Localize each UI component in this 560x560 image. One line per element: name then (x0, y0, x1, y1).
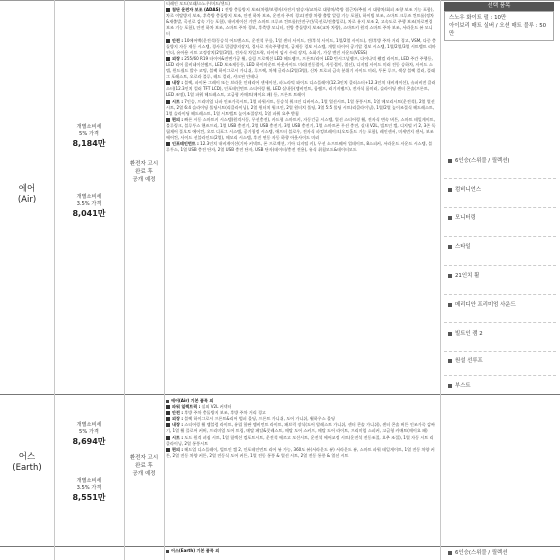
spec-item: 내장 : 블랙, 파이톤 그레이 또는 브라운 인테리어 센세이션, 파노라믹 와이드 디스플레이(12.3인치 클러스터+12.3인치 내비게이션), 슈퍼비전 클러스터(12.3인치 컬러 TFT LCD), 인포테인먼트 스티어링 휠, LED 실내등(앰비언트, 룸램프, 러기지램프), 전자식 룸미러, 슬라이딩 센터 콘솔(프론트, LED 조명), 1열 파워 헤드레스트, 고급형 카매트(메이요 패) 등, 프론트 트레이 (166, 80, 436, 98)
spec-item: 안전 : 10에어백(운전석/동승석 어드밴스드, 운전석 무릎, 1열 센터 사이드, 전/후석 사이드, 1열/2열 사이드), 전/후방 주차 거리 경고, VSM, 다중 충돌방지 자동 제동 시스템, 경사로 밀림방지장치, 경사로 저속주행장치, 급제동 경보 시스템, 개별 타이어 공기압 경보 시스템, 1열/2열/3열 시트벨트 리마인더, 유아용 시트 고정장치(2열/3열), 전자식 차일드락, 타이어 임시 수리 장치, 소화기, 가상 엔진 사운드(VESS) (166, 37, 436, 55)
option-color-item: 스노우 화이트 펄 : 10만 (449, 15, 507, 21)
option-item: 부스트 (448, 382, 554, 390)
option-item: 6인승(스위블 / 릴렉션) (448, 157, 554, 165)
option-separator (444, 236, 556, 237)
spec-list-air (166, 1, 436, 153)
spec-item: 시트 : 도드 원격 펴짐 시트, 1열 릴렉션 컴포트시트, 운전석 에르고 모션시트, 운전석 에어교정 시트(운전석 전동조절, 요추 조절), 1열 자동 시트 리클라이닝, 2열 통풍시트 (166, 434, 434, 446)
trim-name-en: (Earth) (12, 463, 42, 473)
spec-item: 티레인 모드(모래/스노우/머드/샌드) (166, 1, 230, 6)
spec-item: 인포테인먼트 : 12.3인치 내비게이션(기아 커넥트, 폰 프로젝션, 기아 디지털 키), 무선 소프트웨어 업데이트, 8스피커, 서라운드 사운드 시스템, 블루투스, 1열 USB 충전 단자, 2열 USB 충전 단자, USB 단자(데이터/충전 전용), 유식 취침모드&데이터모드 (166, 141, 433, 153)
note-line: 환전자 고시 (129, 455, 159, 461)
price-air-35pct (54, 194, 124, 219)
option-item: 컴비니언스 (448, 186, 554, 194)
note-line: 완료 후 (135, 169, 153, 175)
spec-item: 에어(Air) 기본 품목 외 (166, 398, 436, 404)
note-line: 공개 예정 (132, 471, 156, 477)
options-header: 선택 품목 (444, 2, 554, 11)
option-item: 원설 선루프 (448, 357, 554, 365)
price-label: 3.5% 가격 (76, 485, 102, 491)
spec-item: 내장 : 스티어링 휠 앰블럼 라이트, 유럽 합판 앰비언트 라이트, 패브릭 장식(도어 암레스트 가니쉬, 센터 콘솔 가니쉬), 센터 콘솔 버튼 인조가죽 감싸기, 1열 휠 플로어 커버, 프리미엄 도어 트림, 메탈 페달&풋레스트, 메탈 도어 스커프, 메탈 도어 라이트, 프리미엄 스피커, 고급형 카매트(메이요 패) (166, 422, 435, 434)
trim-name-en: (Air) (17, 195, 37, 205)
option-separator (444, 178, 556, 179)
option-item: 모니터링 (448, 214, 554, 222)
option-item: 빌트인 캠 2 (448, 330, 554, 338)
spec-item: 외장 : 블랙 하이그로시 프론트&리어 범퍼 몰딩, 프론트 가니쉬, 도어 가니쉬, 휠하우스 몰딩 (166, 416, 436, 422)
option-separator (444, 322, 556, 323)
options-panel (444, 2, 554, 41)
trim-name-air (0, 184, 54, 206)
option-item: 21인치 휠 (448, 272, 554, 280)
row-divider-air-earth (0, 394, 560, 395)
price-earth-35pct (54, 478, 124, 503)
option-separator (444, 207, 556, 208)
col-divider-3 (164, 0, 165, 560)
row-divider-earth-next (0, 546, 560, 547)
spec-item: 첨단 운전자 보조 (ADAS) : 전방 충돌방지 보조(차량/보행자/자전거 탑승자/교차로 대향차/측방 접근차/추월 시 대향차/회피 조향 보조 기능 포함), 차로 이탈방지 보조, 후측방 충돌방지 보조, 안전 하차 보조, 운전자 주의 경고(전방 차량 출발 알림 기능 포함), 하이빔 보조, 스마트 크루즈 컨트롤(정차&재출발, 곡선로 감속 기능 포함), 내비게이션 기반 스마트 크루즈 컨트롤(안전구간/곡선로/진출입로), 차로 유지 보조 2, 고속도로 주행 보조(차로변경 보조 기능 포함), 안전 하차 보조, 스마트 주차 경보, 후측방 모니터, 전방 충돌방지 보조(교차 차량), 스마트키 원격 스마트 주차 보조, 서라운드 뷰 모니터 (166, 7, 434, 37)
trim-name-earth (0, 452, 54, 474)
price-label: 3.5% 가격 (76, 201, 102, 207)
note-line: 공개 예정 (132, 177, 156, 183)
spec-list-earth (166, 398, 436, 459)
spec-item: 안전 : 후방 주차 충돌방지 보조, 후방 주차 거리 경고 (166, 410, 436, 416)
col-divider-1 (54, 0, 55, 560)
note-air (124, 160, 164, 184)
price-value: 8,694만 (72, 437, 106, 446)
trim-name: 에어 (18, 184, 36, 194)
price-label: 개별소비세 (76, 194, 102, 200)
spec-item: 파워 일렉트릭 : 실외 V2L 커넥터 (166, 404, 436, 410)
option-separator (444, 294, 556, 295)
price-value: 8,184만 (72, 139, 106, 148)
price-label: 개별소비세 (76, 124, 102, 130)
price-label: 5% 가격 (79, 131, 99, 137)
note-line: 환전자 고시 (129, 161, 159, 167)
option-item: 스타일 (448, 243, 554, 251)
price-value: 8,041만 (72, 209, 106, 218)
price-label: 5% 가격 (79, 429, 99, 435)
spec-list-earth2 (166, 548, 436, 554)
option-separator (444, 375, 556, 376)
spec-item: 어스(Earth) 기본 품목 외 (166, 548, 436, 554)
trim-name: 어스 (18, 452, 36, 462)
price-label: 개별소비세 (76, 422, 102, 428)
spec-item: 편의 : 빠른 시동 스마트키 시스템(원격시동, 무선충전), 카드형 스마트키, 자동긴급 시스템, 열선 스티어링 휠, 전자식 변속 버튼, 스마트 테일게이트, 블루링크, 블루투스 핸즈프리, 1열 USB 충전기, 2열 USB 충전기, 3열 USB 충전기, 1열 스마트폰 무선 충전, 실내 V2L, 빌트인 캠, 디지털 키 2, 3존 독립제어 풀오토 에어컨, 오토 디포그 시스템, 공기청정 시스템, 애프터 블로우, 전자식 파킹브레이크(오토홀드 기능 포함), 레인센서, 미세먼지 센서, 보조 에어컨, 사이드 선블라인드(2열), 메모리 시스템, 후진 연동 자동 하향 아웃사이드 미러 (166, 116, 436, 141)
options-color-box (444, 11, 554, 41)
option-separator (444, 351, 556, 352)
note-earth (124, 454, 164, 478)
price-label: 개별소비세 (76, 478, 102, 484)
price-value: 8,551만 (72, 493, 106, 502)
price-air-5pct (54, 124, 124, 149)
spec-item: 시트 : 7인승, 프리미엄 나파 인조가죽시트, 1열 파워시트, 동승석 워크인 디바이스, 1열 열선시트, 1열 통풍시트, 1열 메모리시트(운전석), 2열 열선시트, 2열 6:4 슬라이딩 폴딩시트(리클라이닝), 2열 원터치 워크인, 2열 원터치 폴딩, 3열 5:5 폴딩 시트(리클라이닝), 1열/2열 높이조절식 헤드레스트, 1열 슬라이딩 헤드레스트, 1열 시트벨트 높이조절장치, 1열 파워 요추 받침 (166, 98, 435, 116)
option-item: 6인승(스위블 / 릴렉션 (448, 549, 554, 557)
option-color-item: 아이보리 매트 실버 / 오션 매트 블루 : 50만 (449, 23, 547, 37)
spec-item: 편의 : 헤드업 디스플레이, 빌트인 캠 2, 인포테인먼트 리어 뷰 가능, 360도 뷰(서라운드 뷰) 서라운드 뷰, 스마트 파워 테일게이트, 1열 전동 차양 커튼, 2열 전동 차양 커튼, 2열 전동식 도어 커튼, 1열 전동 통풍 & 열선 시트, 2열 전동 통풍 & 열선 시트 (166, 446, 435, 458)
price-earth-5pct (54, 422, 124, 447)
option-separator (444, 265, 556, 266)
note-line: 완료 후 (135, 463, 153, 469)
col-divider-4 (440, 0, 441, 560)
spec-item: 외장 : 255/60 R19 타이어&전면가공 휠, 슬림 프로젝션 LED 헤드램프, 프론트/리어 LED 턴시그널램프, 다이나믹 웰컴 라이트, LED 주간 주행등, LED 리어 콤비네이션램프, LED 보조제동등, LED 하이마운트 아웃사이드 미러(전동접이, 자동접이, 열선), 디지털 사이드 미러 전동 승하차, 사이드 스텝, 윈드쉴드 발수 코팅, 블랙 하이그로시 가니쉬, 루프랙, 차체 글라스(2열/3열), 신차 트로피 금속 분위기 사이드 미러, 투톤 루프, 색상 블랙 컬러, 플래그 포레스트, 오로라 블루, 레드 컬러, 샤크핀 안테나 (166, 55, 435, 80)
option-item: 메리디안 프리미엄 사운드 (448, 301, 554, 309)
